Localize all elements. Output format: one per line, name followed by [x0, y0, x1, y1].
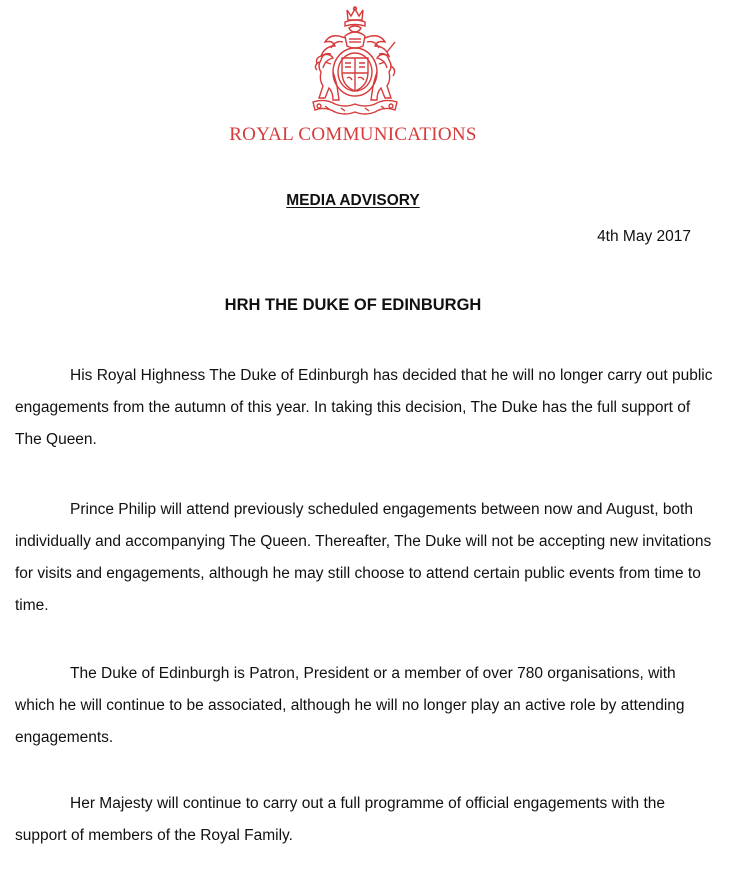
paragraph-2: Prince Philip will attend previously scheduled engagements between now and August, both individually and accompanying The Queen. Thereafter, The Duke will not be accepting new invitations for visits and engagements, although he may still choose to attend certain public events from time to time. [15, 501, 712, 614]
paragraph-4: Her Majesty will continue to carry out a full programme of official engagements with the support of members of the Royal Family. [15, 795, 666, 844]
paragraph-1: His Royal Highness The Duke of Edinburgh has decided that he will no longer carry out public engagements from the autumn of this year. In taking this decision, The Duke has the full support of The Queen. [15, 367, 713, 448]
paragraph-3: The Duke of Edinburgh is Patron, President or a member of over 780 organisations, with which he will continue to be associated, although he will no longer play an active role by attending engagements. [15, 665, 685, 746]
organization-name: ROYAL COMMUNICATIONS [229, 124, 477, 145]
document-date: 4th May 2017 [597, 228, 691, 245]
royal-coat-of-arms-icon [295, 6, 415, 118]
document-label: MEDIA ADVISORY [286, 192, 420, 209]
document-title: HRH THE DUKE OF EDINBURGH [224, 296, 482, 314]
